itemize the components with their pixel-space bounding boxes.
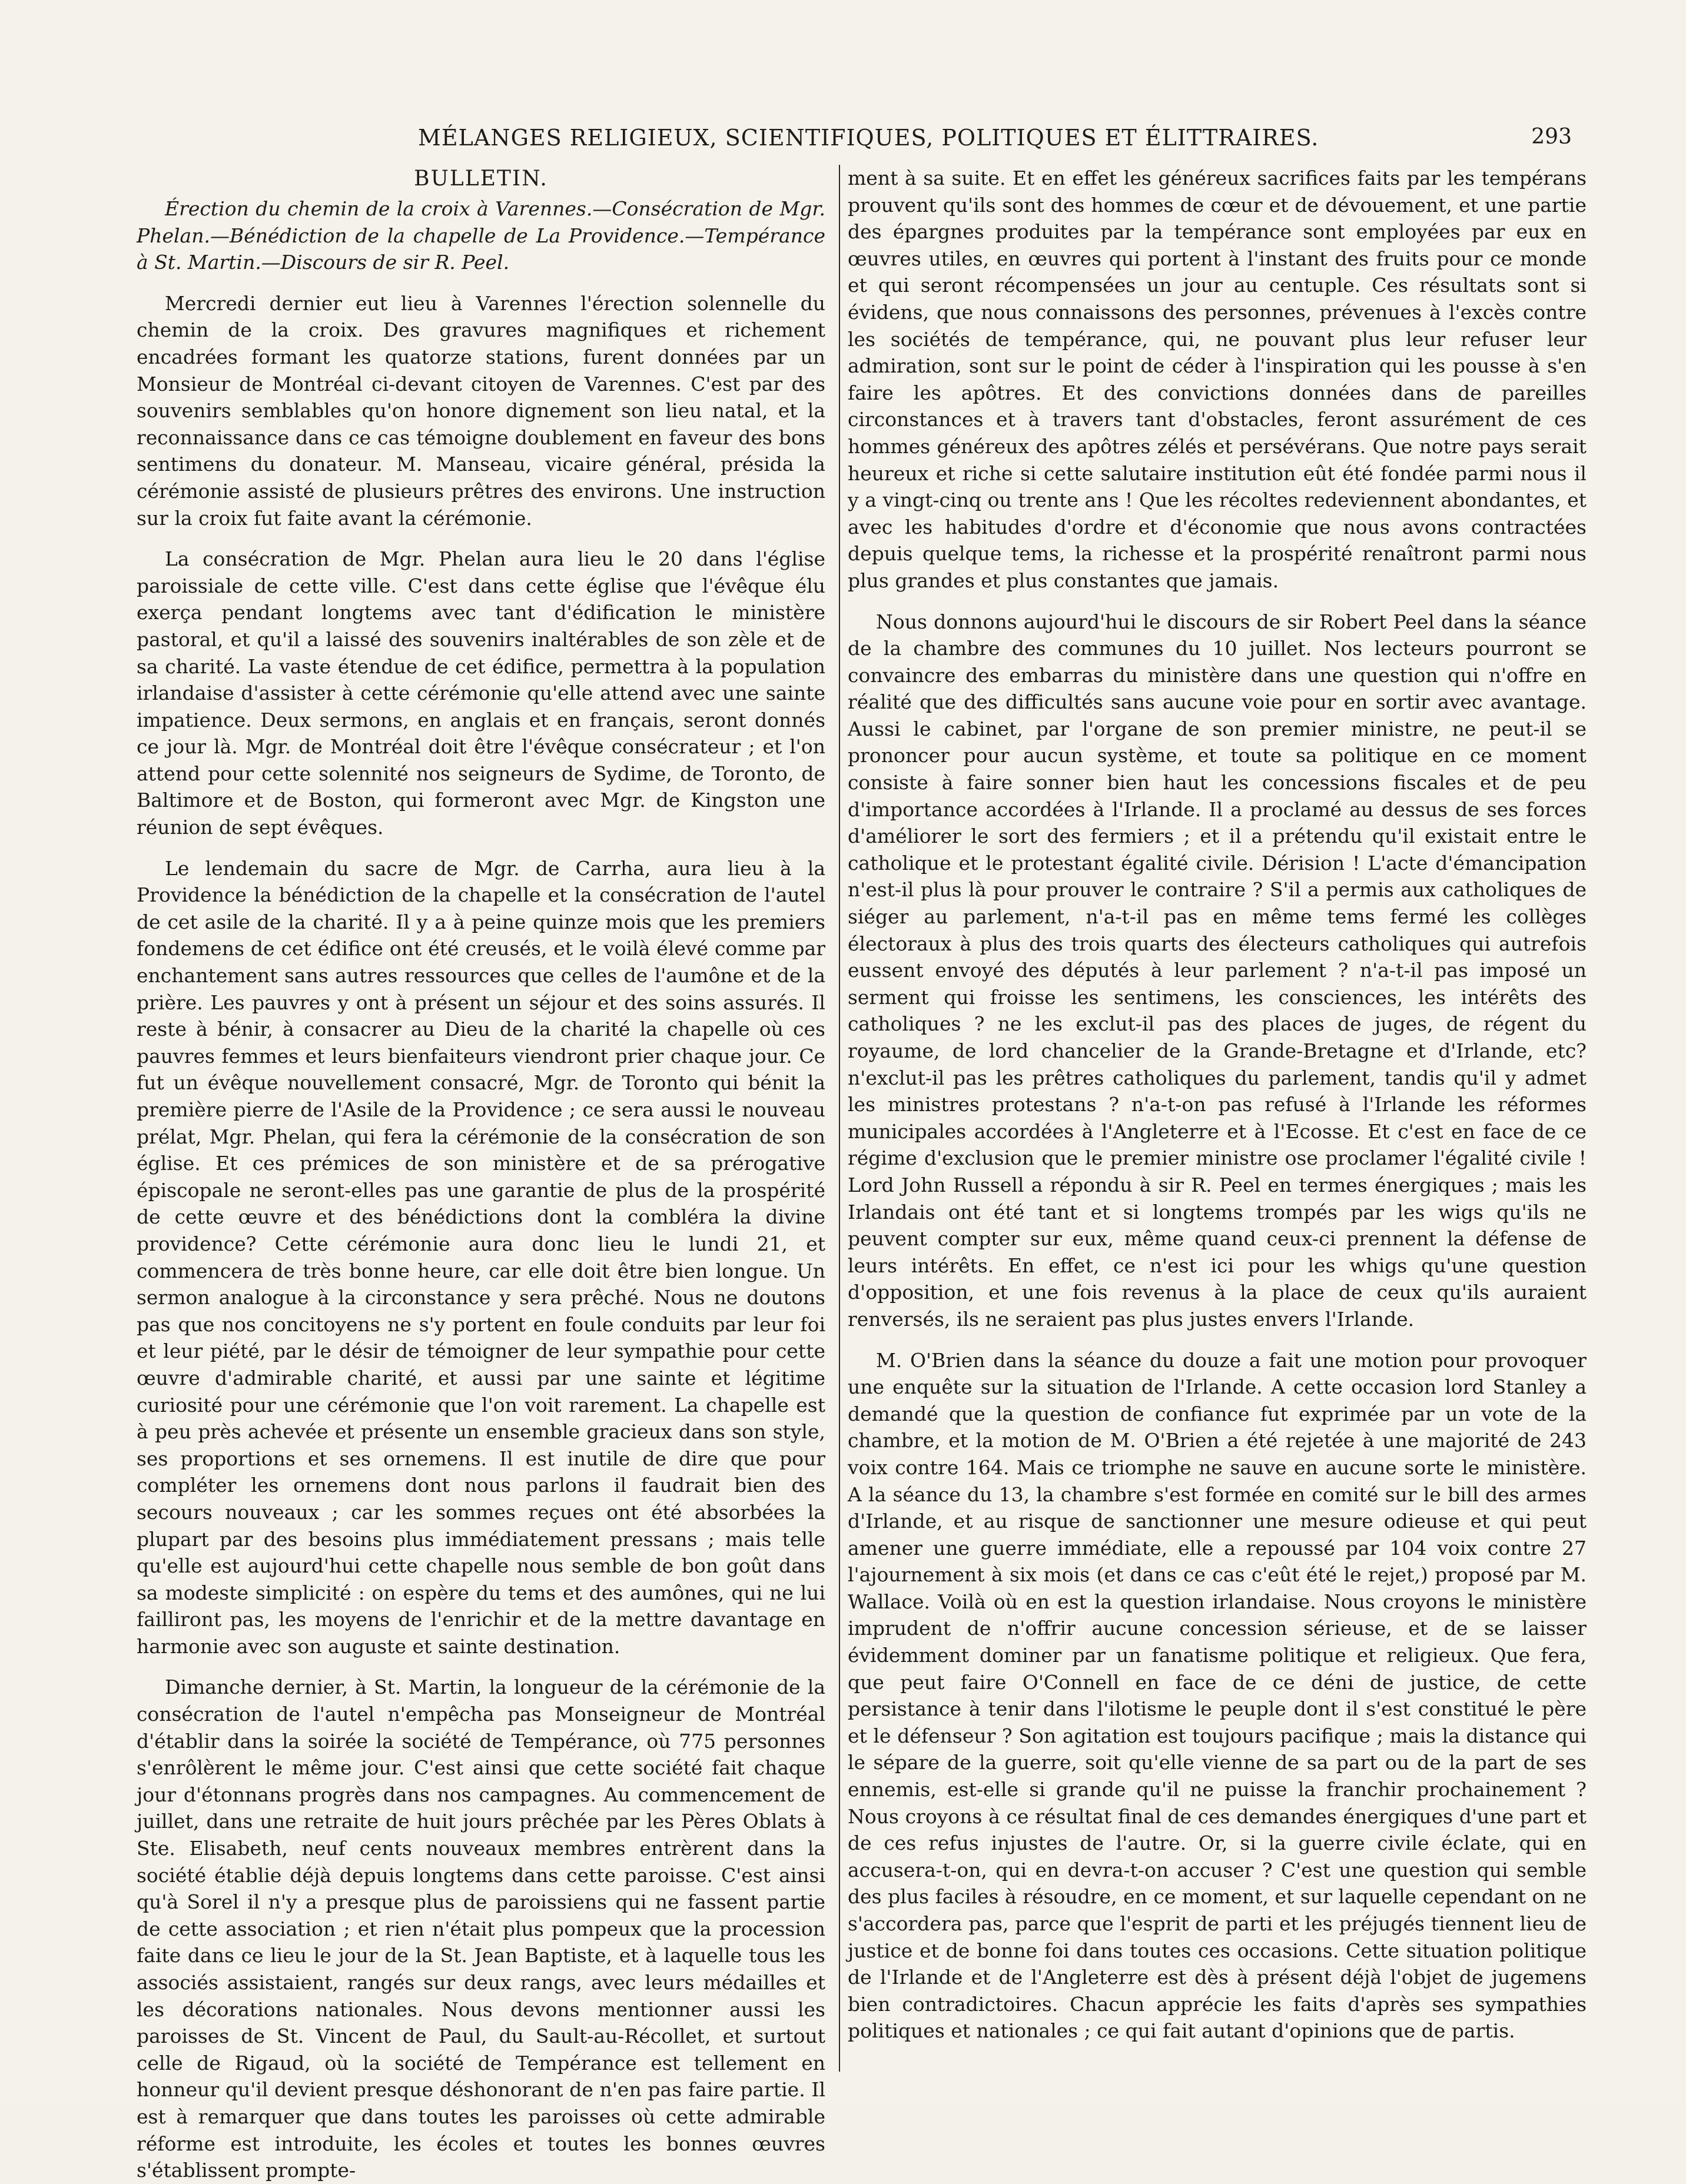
section-summary: Érection du chemin de la croix à Varennes.—Consécration de Mgr. Phelan.—Bénédiction de la chapelle de La Providence.—Tempérance à St. Martin.—Discours de sir R. Peel.: [137, 197, 825, 274]
paragraph-providence: Le lendemain du sacre de Mgr. de Carrha, aura lieu à la Providence la bénédiction de la chapelle et la consécration de l'autel de cet asile de la charité. Il y a à peine quinze mois que les premiers fondemens de cet édifice ont été creusés, et le voilà élevé comme par enchantement sans autres ressources que celles de l'aumône et de la prière. Les pauvres y ont à présent un séjour et des soins assurés. Il reste à bénir, à consacrer au Dieu de la charité la chapelle où ces pauvres femmes et leurs bienfaiteurs viendront prier chaque jour. Ce fut un évêque nouvellement consacré, Mgr. de Toronto qui bénit la première pierre de l'Asile de la Providence ; ce sera aussi le nouveau prélat, Mgr. Phelan, qui fera la cérémonie de la consécration de son église. Et ces prémices de son ministère et de sa prérogative épiscopale ne seront-elles pas une garantie de plus de la prospérité de cette œuvre et des bénédictions dont la combléra la divine providence? Cette cérémonie aura donc lieu le lundi 21, et commencera de très bonne heure, car elle doit être bien longue. Un sermon analogue à la circonstance y sera prêché. Nous ne doutons pas que nos concitoyens ne s'y portent en foule conduits par leur foi et leur piété, par le désir de témoigner de leur sympathie pour cette œuvre d'admirable charité, et aussi par une sainte et légitime curiosité pour une cérémonie que l'on voit rarement. La chapelle est à peu près achevée et présente un ensemble gracieux dans son style, ses proportions et ses ornemens. Il est inutile de dire que pour compléter les ornemens dont nous parlons il faudrait bien des secours nouveaux ; car les sommes reçues ont été absorbées la plupart par des besoins plus immédiatement pressans ; mais telle qu'elle est aujourd'hui cette chapelle nous semble de bon goût dans sa modeste simplicité : on espère du tems et des aumônes, qui ne lui failliront pas, les moyens de l'enrichir et de la mettre davantage en harmonie avec son auguste et sainte destination.: [137, 856, 825, 1658]
column-rule: [839, 165, 840, 2072]
section-heading: BULLETIN.: [414, 167, 548, 191]
paragraph-obrien-motion: M. O'Brien dans la séance du douze a fait une motion pour provoquer une enquête sur la situation de l'Irlande. A cette occasion lord Stanley a demandé que la question de confiance fut exprimée par un vote de la chambre, et la motion de M. O'Brien a été rejetée à une majorité de 243 voix contre 164. Mais ce triomphe ne sauve en aucune sorte le ministère. A la séance du 13, la chambre s'est formée en comité sur le bill des armes d'Irlande, et au risque de sanctionner une mesure odieuse et qui peut amener une guerre immédiate, elle a repoussé par 104 voix contre 27 l'ajournement à six mois (et dans ce cas c'eût été le rejet,) proposé par M. Wallace. Voilà où en est la question irlandaise. Nous croyons le ministère imprudent de n'offrir aucune concession sérieuse, et de se laisser évidemment dominer par un fanatisme politique et religieux. Que fera, que peut faire O'Connell en face de ce déni de justice, de cette persistance à tenir dans l'ilotisme le peuple dont il s'est constitué le père et le défenseur ? Son agitation est toujours pacifique ; mais la distance qui le sépare de la guerre, soit qu'elle vienne de sa part ou de la part de ses ennemis, est-elle si grande qu'il ne puisse la franchir prochainement ? Nous croyons à ce résultat final de ces demandes énergiques d'une part et de ces refus injustes de l'autre. Or, si la guerre civile éclate, qui en accusera-t-on, qui en devra-t-on accuser ? C'est une question qui semble des plus faciles à résoudre, en ce moment, et sur laquelle cependant on ne s'accordera pas, parce que l'esprit de parti et les préjugés tiennent lieu de justice et de bonne foi dans toutes ces occasions. Cette situation politique de l'Irlande et de l'Angleterre est dès à présent déjà l'objet de jugemens bien contradictoires. Chacun apprécie les faits d'après ses sympathies politiques et nationales ; ce qui fait autant d'opinions que de partis.: [848, 1348, 1587, 2043]
paragraph-consecration: La consécration de Mgr. Phelan aura lieu le 20 dans l'église paroissiale de cette ville. C'est dans cette église que l'évêque élu exerça pendant longtems avec tant d'édification le ministère pastoral, et qu'il a laissé des souvenirs inaltérables de son zèle et de sa charité. La vaste étendue de cet édifice, permettra à la population irlandaise d'assister à cette cérémonie qu'elle attend avec une sainte impatience. Deux sermons, en anglais et en français, seront donnés ce jour là. Mgr. de Montréal doit être l'évêque consécrateur ; et l'on attend pour cette solennité nos seigneurs de Sydime, de Toronto, de Baltimore et de Boston, qui formeront avec Mgr. de Kingston une réunion de sept évêques.: [137, 547, 825, 839]
paragraph-varennes: Mercredi dernier eut lieu à Varennes l'érection solennelle du chemin de la croix. Des gravures magnifiques et richement encadrées formant les quatorze stations, furent données par un Monsieur de Montréal ci-devant citoyen de Varennes. C'est par des souvenirs semblables qu'on honore dignement son lieu natal, et la reconnaissance dans ce cas témoigne doublement en faveur des bons sentimens du donateur. M. Manseau, vicaire général, présida la cérémonie assisté de plusieurs prêtres des environs. Une instruction sur la croix fut faite avant la cérémonie.: [137, 291, 825, 530]
running-header: [135, 125, 1572, 160]
paragraph-temperance-continued: ment à sa suite. Et en effet les généreux sacrifices faits par les tempérans prouvent qu'ils sont des hommes de cœur et de dévouement, et une partie des épargnes produites par la tempérance sont employées par eux en œuvres utiles, en œuvres qui portent à l'instant des fruits pour ce monde et qui seront récompensées un jour au centuple. Ces résultats sont si évidens, que nous connaissons des personnes, prévenues à l'excès contre les sociétés de tempérance, qui, ne pouvant plus leur refuser leur admiration, sont sur le point de céder à l'inspiration qui les pousse à s'en faire les apôtres. Et des convictions données dans de pareilles circonstances et à travers tant d'obstacles, feront assurément de ces hommes généreux des apôtres zélés et persévérans. Que notre pays serait heureux et riche si cette salutaire institution eût été fondée parmi nous il y a vingt-cinq ou trente ans ! Que les récoltes redeviennent abondantes, et avec les habitudes d'ordre et d'économie que nous avons contractées depuis quelque tems, la richesse et la prospérité renaîtront parmi nous plus grandes et plus constantes que jamais.: [848, 167, 1587, 592]
left-column: [137, 165, 825, 2182]
paragraph-peel-speech: Nous donnons aujourd'hui le discours de sir Robert Peel dans la séance de la chambre des communes du 10 juillet. Nos lecteurs pourront se convaincre des embarras du ministère dans une question qui n'offre en réalité que des difficultés sans aucune voie pour en sortir avec avantage. Aussi le cabinet, par l'organe de son premier ministre, ne peut-il se prononcer pour aucun système, et toute sa politique en ce moment consiste à faire sonner bien haut les concessions fiscales et de peu d'importance accordées à l'Irlande. Il a proclamé au dessus de ses forces d'améliorer le sort des fermiers ; et il a prétendu qu'il existait entre le catholique et le protestant égalité civile. Dérision ! L'acte d'émancipation n'est-il plus là pour prouver le contraire ? S'il a permis aux catholiques de siéger au parlement, n'a-t-il pas en même tems fermé les collèges électoraux à plus des trois quarts des électeurs catholiques qui autrefois eussent envoyé des députés à leur parlement ? n'a-t-il pas imposé un serment qui froisse les sentimens, les consciences, les intérêts des catholiques ? ne les exclut-il pas des places de juges, de régent du royaume, de lord chancelier de la Grande-Bretagne et d'Irlande, etc? n'exclut-il pas les prêtres catholiques du parlement, tandis qu'il y admet les ministres protestans ? n'a-t-on pas refusé à l'Irlande les réformes municipales accordées à l'Angleterre et à l'Ecosse. Et c'est en face de ce régime d'exclusion que le premier ministre ose proclamer l'égalité civile ! Lord John Russell a répondu à sir R. Peel en termes énergiques ; mais les Irlandais ont été tant et si longtems trompés par les wigs qu'ils ne peuvent compter sur eux, même quand ceux-ci prennent la défense de leurs intérêts. En effet, ce n'est ici pour les whigs qu'une question d'opposition, et une fois revenus à la place de ceux qu'ils auraient renversés, ils ne seraient pas plus justes envers l'Irlande.: [848, 610, 1587, 1331]
page-number: 293: [1531, 125, 1572, 149]
paragraph-temperance: Dimanche dernier, à St. Martin, la longueur de la cérémonie de la consécration de l'autel n'empêcha pas Monseigneur de Montréal d'établir dans la soirée la société de Tempérance, où 775 personnes s'enrôlèrent le même jour. C'est ainsi que cette société fait chaque jour d'étonnans progrès dans nos campagnes. Au commencement de juillet, dans une retraite de huit jours prêchée par les Pères Oblats à Ste. Elisabeth, neuf cents nouveaux membres entrèrent dans la société établie déjà depuis longtems dans cette paroisse. C'est ainsi qu'à Sorel il n'y a presque plus de paroissiens qui ne fassent partie de cette association ; et rien n'était plus pompeux que la procession faite dans ce lieu le jour de la St. Jean Baptiste, et à laquelle tous les associés assistaient, rangés sur deux rangs, avec leurs médailles et les décorations nationales. Nous devons mentionner aussi les paroisses de St. Vincent de Paul, du Sault-au-Récollet, et surtout celle de Rigaud, où la société de Tempérance est tellement en honneur qu'il devient presque déshonorant de n'en pas faire partie. Il est à remarquer que dans toutes les paroisses où cette admirable réforme est introduite, les écoles et toutes les bonnes œuvres s'établissent prompte-: [137, 1676, 825, 2182]
right-column: [848, 165, 1587, 2066]
running-title: MÉLANGES RELIGIEUX, SCIENTIFIQUES, POLITIQUES ET ÉLITTRAIRES.: [418, 125, 1319, 151]
